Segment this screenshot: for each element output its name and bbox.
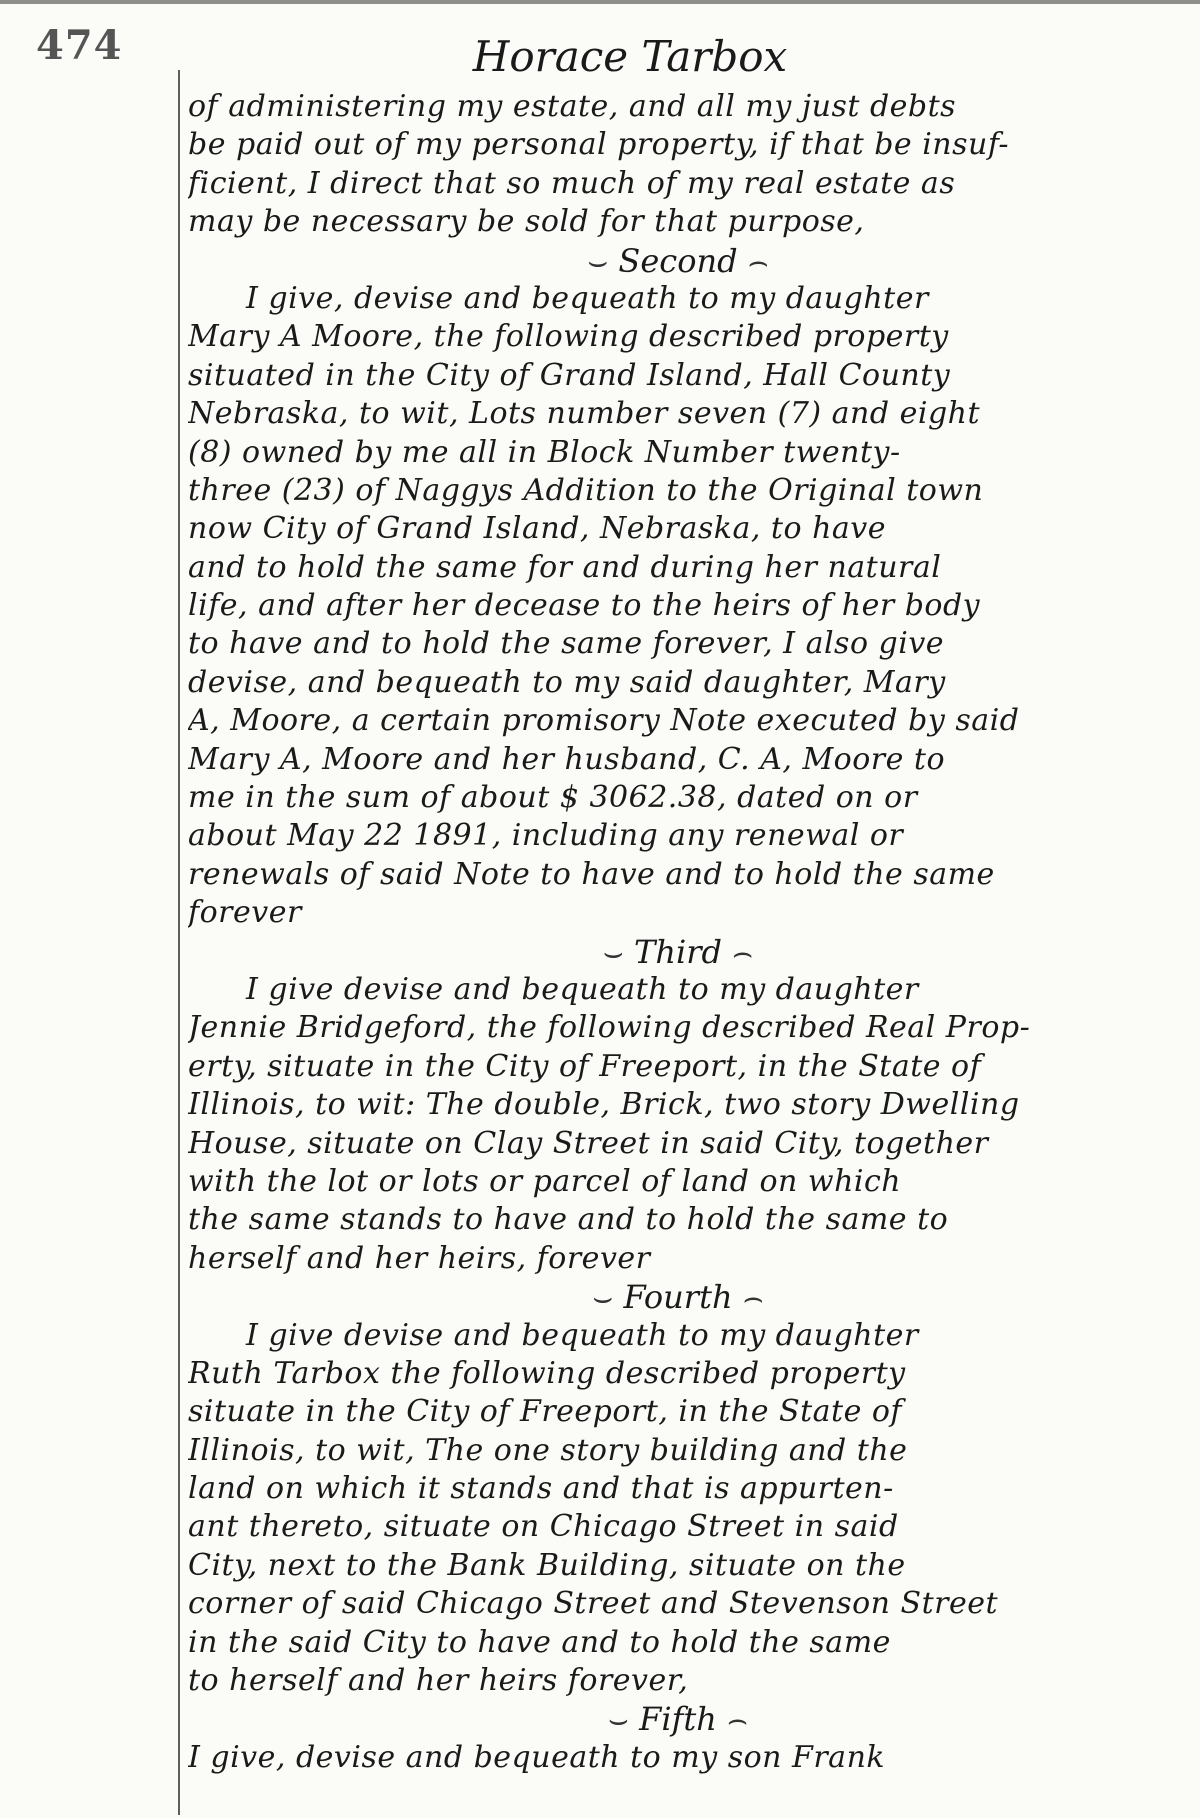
flourish-right: ⌢ <box>732 932 754 971</box>
text-line: Nebraska, to wit, Lots number seven (7) and eight <box>188 396 981 432</box>
text-line: and to hold the same for and during her natural <box>188 549 942 585</box>
text-line: to have and to hold the same forever, I also give <box>188 626 945 662</box>
flourish-left: ⌣ <box>607 1700 629 1739</box>
section-title: Fifth <box>639 1700 717 1739</box>
text-line: may be necessary be sold for that purpose, <box>188 204 865 240</box>
text-line: herself and her heirs, forever <box>188 1240 651 1276</box>
text-line: ficient, I direct that so much of my real estate as <box>188 165 956 201</box>
page-number: 474 <box>36 22 123 69</box>
flourish-left: ⌣ <box>592 1278 614 1317</box>
testator-name-heading: Horace Tarbox <box>472 32 788 81</box>
flourish-right: ⌢ <box>727 1700 749 1739</box>
text-line: about May 22 1891, including any renewal or <box>188 818 904 854</box>
section-title: Second <box>618 241 738 280</box>
text-line: renewals of said Note to have and to hold the same <box>188 856 995 892</box>
text-line: three (23) of Naggys Addition to the Original town <box>188 472 984 508</box>
text-line: ant thereto, situate on Chicago Street in said <box>188 1509 899 1545</box>
text-line: Mary A, Moore and her husband, C. A, Moore to <box>188 741 946 777</box>
text-line: Illinois, to wit: The double, Brick, two story Dwelling <box>188 1087 1020 1123</box>
text-line: Ruth Tarbox the following described property <box>188 1355 906 1391</box>
text-line: I give, devise and bequeath to my son Frank <box>188 1739 886 1775</box>
section-heading-third <box>188 933 1168 971</box>
text-line: situated in the City of Grand Island, Hall County <box>188 357 951 393</box>
text-line: City, next to the Bank Building, situate on the <box>188 1547 906 1583</box>
section-heading-fifth <box>188 1700 1168 1738</box>
flourish-right: ⌢ <box>742 1278 764 1317</box>
text-line: with the lot or lots or parcel of land on which <box>188 1163 902 1199</box>
text-line: to herself and her heirs forever, <box>188 1663 689 1699</box>
flourish-left: ⌣ <box>602 932 624 971</box>
flourish-right: ⌢ <box>747 241 769 280</box>
text-line: situate in the City of Freeport, in the State of <box>188 1394 903 1430</box>
text-line: Illinois, to wit, The one story building and the <box>188 1432 908 1468</box>
text-line: corner of said Chicago Street and Stevenson Street <box>188 1586 999 1622</box>
section-title: Third <box>634 932 722 971</box>
text-line: of administering my estate, and all my just debts <box>188 89 957 124</box>
text-line: life, and after her decease to the heirs of her body <box>188 588 981 624</box>
text-line: Mary A Moore, the following described property <box>188 319 949 355</box>
section-heading-second <box>188 242 1168 280</box>
flourish-left: ⌣ <box>587 241 609 280</box>
section-heading-fourth <box>188 1278 1168 1316</box>
text-line: (8) owned by me all in Block Number twenty- <box>188 434 901 470</box>
text-line: the same stands to have and to hold the same to <box>188 1202 949 1238</box>
text-line: House, situate on Clay Street in said City, together <box>188 1125 989 1161</box>
text-line: devise, and bequeath to my said daughter, Mary <box>188 664 946 700</box>
page-top-edge <box>0 0 1200 4</box>
text-line: erty, situate in the City of Freeport, in the State of <box>188 1048 982 1084</box>
will-text <box>188 88 1168 1777</box>
text-line: forever <box>188 895 302 931</box>
text-line: I give devise and bequeath to my daughter <box>246 971 919 1007</box>
left-margin-rule <box>178 70 180 1815</box>
text-line: Jennie Bridgeford, the following described Real Prop- <box>188 1010 1031 1046</box>
text-line: in the said City to have and to hold the same <box>188 1624 891 1660</box>
text-line: land on which it stands and that is appurten- <box>188 1471 894 1507</box>
text-line: be paid out of my personal property, if that be insuf- <box>188 127 1010 163</box>
section-title: Fourth <box>623 1278 733 1317</box>
text-line: me in the sum of about $ 3062.38, dated on or <box>188 780 918 816</box>
text-line: I give, devise and bequeath to my daughter <box>246 280 929 316</box>
text-line: A, Moore, a certain promisory Note executed by said <box>188 703 1020 739</box>
text-line: now City of Grand Island, Nebraska, to have <box>188 511 886 547</box>
text-line: I give devise and bequeath to my daughter <box>246 1317 919 1353</box>
